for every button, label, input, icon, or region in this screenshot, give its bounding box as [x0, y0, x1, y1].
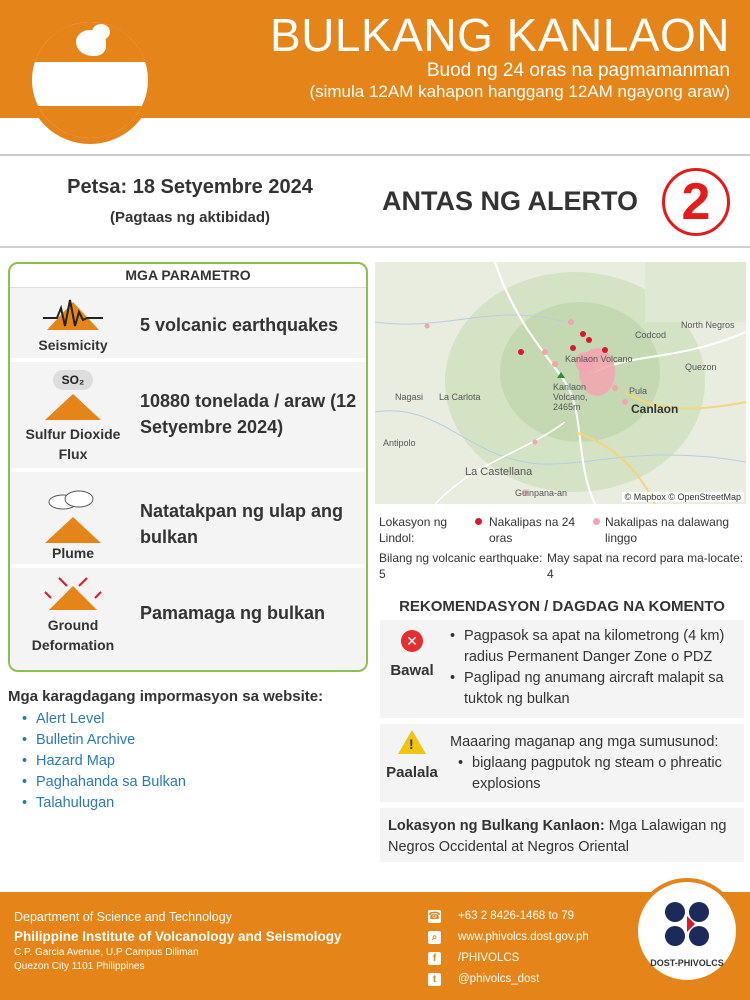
map-label: Canlaon	[631, 402, 679, 416]
bawal-label: Bawal	[390, 662, 434, 679]
dost-phivolcs-logo	[634, 878, 740, 984]
facebook-icon: f	[428, 952, 441, 965]
twitter-icon: t	[428, 973, 441, 986]
map-label: North Negros	[681, 320, 735, 330]
location-text: Mga Lalawigan ng Negros Occidental at Negros Oriental	[388, 818, 727, 855]
bawal-list	[446, 626, 740, 710]
alert-level-badge: 2	[662, 168, 730, 236]
page-title: BULKANG KANLAON	[270, 9, 730, 61]
page-subtitle: Buod ng 24 oras na pagmamanman	[426, 60, 730, 81]
parameter-label: Sulfur Dioxide Flux	[25, 426, 121, 462]
map-label: Kanlaon Volcano, 2465m	[553, 382, 588, 412]
links-title: Mga karagdagang impormasyon sa website:	[8, 688, 324, 705]
activity-note: (Pagtaas ng aktibidad)	[109, 209, 271, 226]
seismicity-icon	[10, 296, 136, 355]
facebook-text: /PHIVOLCS	[458, 952, 520, 964]
dot-2week-icon	[593, 518, 600, 525]
bawal-section	[380, 620, 744, 718]
bawal-item: • Paglipad ng anumang aircraft malapit sa tuktok ng bulkan	[446, 668, 740, 710]
parameter-label: Seismicity	[38, 337, 108, 353]
so2-cloud: SO₂	[53, 370, 93, 390]
parameter-value: 5 volcanic earthquakes	[140, 315, 339, 335]
footer-facebook[interactable]	[428, 948, 589, 969]
map-attribution: © Mapbox © OpenStreetMap	[622, 492, 744, 502]
ground-deformation-icon	[10, 576, 136, 655]
parameter-value: Pamamaga ng bulkan	[140, 603, 326, 623]
parameter-row-deformation	[10, 568, 366, 672]
parameter-row-plume	[10, 472, 366, 566]
map-label: La Carlota	[439, 392, 481, 402]
footer-address1: C.P. Garcia Avenue, U.P Campus Diliman	[14, 947, 199, 958]
footer-phone[interactable]	[428, 906, 589, 927]
map-label: Pula	[629, 386, 648, 396]
link-bulletin-archive[interactable]: • Bulletin Archive	[8, 730, 368, 751]
prohibited-icon: ✕	[401, 630, 423, 652]
parameter-row-so2	[10, 362, 366, 470]
link-hazard-map[interactable]: • Hazard Map	[8, 751, 368, 772]
paalala-label: Paalala	[386, 764, 438, 781]
divider	[0, 246, 750, 248]
map-label: Antipolo	[383, 438, 416, 448]
globe-search-icon: ⌕	[428, 931, 441, 944]
so2-icon	[10, 370, 136, 464]
volcano-location	[380, 808, 744, 862]
dot-24h-icon	[475, 518, 482, 525]
bawal-icon-group	[380, 630, 444, 679]
phone-text: +63 2 8426-1468 to 79	[458, 910, 575, 922]
phone-icon: ☎	[428, 911, 441, 922]
legend-past-24h: Nakalipas na 24 oras	[489, 515, 576, 545]
eq-count-value: 5	[379, 567, 386, 581]
bulletin-date: Petsa: 18 Setyembre 2024	[67, 176, 313, 198]
dost-logo-label: DOST-PHIVOLCS	[650, 958, 724, 968]
location-label: Lokasyon ng Bulkang Kanlaon:	[388, 818, 605, 834]
twitter-text: @phivolcs_dost	[458, 973, 540, 985]
map-label: La Castellana	[465, 466, 533, 478]
parameters-title: MGA PARAMETRO	[10, 264, 366, 288]
paalala-icon-group	[380, 730, 444, 781]
paalala-intro: Maaaring maganap ang mga sumusunod:	[450, 734, 719, 750]
footer-address2: Quezon City 1101 Philippines	[14, 961, 145, 972]
link-alert-level[interactable]: • Alert Level	[8, 709, 368, 730]
recommendation-title: REKOMENDASYON / DAGDAG NA KOMENTO	[399, 598, 725, 615]
eq-located-value: 4	[547, 567, 554, 581]
parameter-row-seismicity	[10, 288, 366, 360]
legend-past-2weeks: Nakalipas na dalawang linggo	[605, 515, 730, 545]
parameters-panel	[8, 262, 368, 672]
paalala-item: • biglaang pagputok ng steam o phreatic explosions	[454, 753, 744, 795]
footer-contacts	[428, 906, 589, 990]
plume-icon	[10, 490, 136, 563]
map-label: Kanlaon Volcano	[565, 354, 633, 364]
website-text: www.phivolcs.dost.gov.ph	[458, 931, 589, 943]
map-label: Nagasi	[395, 392, 424, 402]
parameter-value: Natatakpan ng ulap ang bulkan	[140, 501, 344, 547]
link-talahulugan[interactable]: • Talahulugan	[8, 793, 368, 814]
footer-dept: Department of Science and Technology	[14, 910, 232, 924]
parameter-label: Ground Deformation	[31, 617, 115, 653]
footer-website[interactable]	[428, 927, 589, 948]
eq-count-label: Bilang ng volcanic earthquake:	[379, 551, 543, 565]
map-label: Codcod	[635, 330, 667, 340]
more-info-links	[8, 688, 368, 814]
map-label: Quezon	[685, 362, 717, 372]
paalala-body	[450, 732, 744, 795]
bawal-item: • Pagpasok sa apat na kilometrong (4 km) radius Permanent Danger Zone o PDZ	[446, 626, 740, 668]
earthquake-map[interactable]	[375, 262, 746, 504]
alert-level-label: ANTAS NG ALERTO	[382, 186, 638, 216]
link-paghahanda[interactable]: • Paghahanda sa Bulkan	[8, 772, 368, 793]
volcano-logo-icon	[26, 16, 154, 144]
parameter-label: Plume	[51, 545, 94, 561]
date-block	[0, 176, 380, 226]
map-label: Guinpana-an	[515, 488, 568, 498]
footer-twitter[interactable]	[428, 969, 589, 990]
footer-institute: Philippine Institute of Volcanology and Seismology	[14, 929, 342, 944]
legend-location-label: Lokasyon ng Lindol:	[379, 515, 448, 545]
dost-logo-icon	[657, 894, 717, 954]
eq-located-label: May sapat na record para ma-locate:	[547, 551, 744, 565]
paalala-section	[380, 724, 744, 802]
warning-icon: !	[398, 730, 426, 754]
footer-org	[14, 910, 342, 972]
parameter-value: 10880 tonelada / araw (12 Setyembre 2024)	[140, 391, 357, 437]
page-subtitle-period: (simula 12AM kahapon hanggang 12AM ngayong araw)	[309, 82, 730, 101]
